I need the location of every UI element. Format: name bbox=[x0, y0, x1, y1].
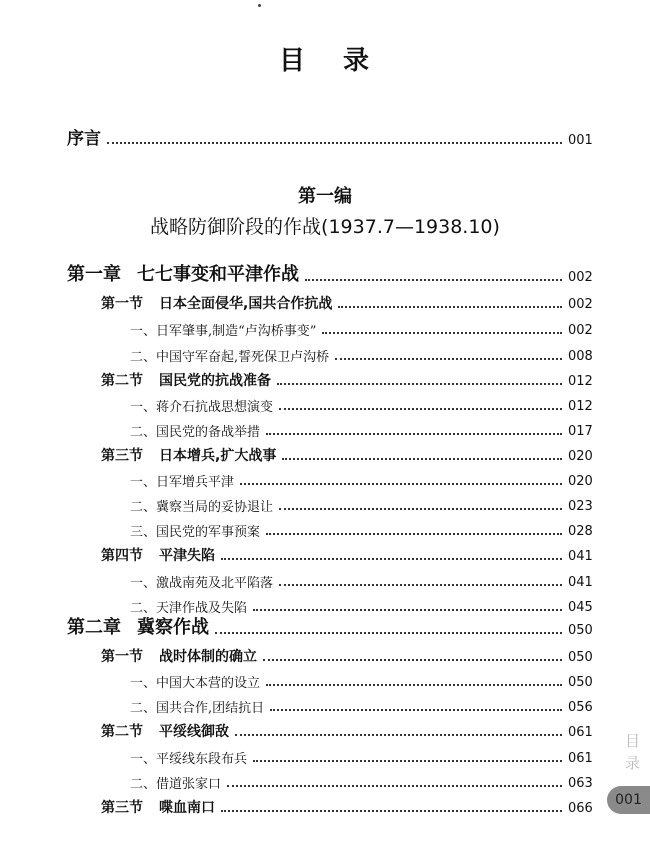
toc-page-number: 002 bbox=[568, 270, 593, 285]
dot-leader bbox=[221, 557, 562, 560]
dot-leader bbox=[266, 532, 562, 535]
toc-page-number: 008 bbox=[568, 349, 593, 364]
toc-label: 一、激战南苑及北平陷落 bbox=[130, 576, 274, 591]
toc-label: 第二章 冀察作战 bbox=[67, 617, 209, 638]
toc-entry-preface[interactable] bbox=[0, 123, 650, 149]
toc-page-number: 001 bbox=[568, 133, 593, 148]
toc-page-number: 045 bbox=[568, 600, 593, 615]
dot-leader bbox=[253, 608, 562, 611]
dot-leader bbox=[227, 784, 562, 787]
dot-leader bbox=[338, 305, 562, 308]
dot-leader bbox=[215, 631, 562, 634]
dot-leader bbox=[235, 733, 562, 736]
dot-leader bbox=[270, 708, 562, 711]
toc-label: 序言 bbox=[67, 129, 101, 149]
page-number-badge: 001 bbox=[607, 786, 650, 814]
dot-leader bbox=[282, 457, 562, 460]
toc-label: 第一节 战时体制的确立 bbox=[101, 649, 257, 665]
dot-leader bbox=[253, 759, 562, 762]
toc-page-number: 066 bbox=[568, 801, 593, 816]
toc-entry-item[interactable] bbox=[0, 313, 650, 339]
toc-label: 一、日军肇事,制造“卢沟桥事变” bbox=[130, 324, 317, 339]
toc-entry-section[interactable] bbox=[0, 364, 650, 390]
part-number: 第一编 bbox=[298, 186, 352, 207]
toc-page-number: 056 bbox=[568, 700, 593, 715]
dot-leader bbox=[322, 331, 562, 334]
dot-leader bbox=[335, 357, 562, 360]
dot-leader bbox=[221, 809, 562, 812]
dot-leader bbox=[263, 658, 562, 661]
title-char: 目 bbox=[278, 46, 307, 76]
toc-entry-chapter[interactable] bbox=[0, 613, 650, 639]
toc-label: 第三节 日本增兵,扩大战事 bbox=[101, 448, 277, 464]
toc-page-number: 012 bbox=[568, 399, 593, 414]
toc-page-number: 002 bbox=[568, 323, 593, 338]
toc-entry-item[interactable] bbox=[0, 565, 650, 591]
toc-page-number: 061 bbox=[568, 751, 593, 766]
toc-label: 第三节 喋血南口 bbox=[101, 800, 215, 816]
toc-label: 第四节 平津失陷 bbox=[101, 548, 215, 564]
dot-leader bbox=[305, 278, 562, 281]
toc-page-number: 020 bbox=[568, 449, 593, 464]
toc-label: 二、中国守军奋起,誓死保卫卢沟桥 bbox=[130, 350, 330, 365]
toc-entry-item[interactable] bbox=[0, 514, 650, 540]
toc-entry-item[interactable] bbox=[0, 665, 650, 691]
dot-leader bbox=[107, 141, 562, 144]
toc-label: 三、国民党的军事预案 bbox=[130, 525, 261, 540]
dot-leader bbox=[266, 432, 562, 435]
toc-label: 第一章 七七事变和平津作战 bbox=[67, 264, 299, 285]
toc-page-number: 023 bbox=[568, 499, 593, 514]
toc-label: 二、国民党的备战举措 bbox=[130, 425, 261, 440]
toc-entry-section[interactable] bbox=[0, 287, 650, 313]
toc-entry-item[interactable] bbox=[0, 414, 650, 440]
toc-label: 二、天津作战及失陷 bbox=[130, 601, 248, 616]
dot-leader bbox=[240, 482, 562, 485]
toc-entry-item[interactable] bbox=[0, 690, 650, 716]
dot-leader bbox=[277, 382, 562, 385]
dot-leader bbox=[279, 583, 562, 586]
toc-page-number: 020 bbox=[568, 474, 593, 489]
toc-entry-item[interactable] bbox=[0, 766, 650, 792]
part-title: 战略防御阶段的作战(1937.7—1938.10) bbox=[150, 216, 500, 238]
toc-page-number: 028 bbox=[568, 524, 593, 539]
toc-label: 第二节 平绥线御敌 bbox=[101, 724, 229, 740]
toc-page-number: 050 bbox=[568, 623, 593, 638]
toc-label: 一、中国大本营的设立 bbox=[130, 676, 261, 691]
toc-label: 第二节 国民党的抗战准备 bbox=[101, 373, 271, 389]
title-char: 录 bbox=[343, 46, 372, 76]
toc-page-number: 050 bbox=[568, 650, 593, 665]
toc-page-number: 017 bbox=[568, 424, 593, 439]
toc-page-number: 041 bbox=[568, 575, 593, 590]
scan-dot bbox=[258, 4, 261, 7]
dot-leader bbox=[279, 407, 562, 410]
toc-entry-item[interactable] bbox=[0, 464, 650, 490]
toc-entry-section[interactable] bbox=[0, 791, 650, 817]
toc-entry-section[interactable] bbox=[0, 539, 650, 565]
toc-entry-section[interactable] bbox=[0, 640, 650, 666]
toc-label: 一、蒋介石抗战思想演变 bbox=[130, 400, 274, 415]
side-tab-char: 目 bbox=[624, 732, 640, 750]
toc-entry-chapter[interactable] bbox=[0, 260, 650, 286]
toc-entry-item[interactable] bbox=[0, 489, 650, 515]
toc-page-number: 050 bbox=[568, 675, 593, 690]
toc-label: 二、国共合作,团结抗日 bbox=[130, 701, 265, 716]
toc-page-number: 063 bbox=[568, 776, 593, 791]
toc-label: 二、借道张家口 bbox=[130, 777, 222, 792]
dot-leader bbox=[279, 507, 562, 510]
toc-page-number: 041 bbox=[568, 549, 593, 564]
side-tab-char: 录 bbox=[624, 754, 640, 772]
toc-page-number: 002 bbox=[568, 297, 593, 312]
toc-entry-section[interactable] bbox=[0, 715, 650, 741]
toc-entry-section[interactable] bbox=[0, 439, 650, 465]
toc-label: 二、冀察当局的妥协退让 bbox=[130, 500, 274, 515]
page-title bbox=[0, 40, 650, 77]
toc-entry-item[interactable] bbox=[0, 389, 650, 415]
toc-page-number: 012 bbox=[568, 374, 593, 389]
toc-entry-item[interactable] bbox=[0, 741, 650, 767]
toc-entry-item[interactable] bbox=[0, 339, 650, 365]
toc-label: 一、平绥线东段布兵 bbox=[130, 752, 248, 767]
dot-leader bbox=[266, 683, 562, 686]
side-section-tab bbox=[615, 730, 650, 774]
toc-label: 第一节 日本全面侵华,国共合作抗战 bbox=[101, 296, 333, 312]
toc-page-number: 061 bbox=[568, 725, 593, 740]
toc-label: 一、日军增兵平津 bbox=[130, 475, 235, 490]
